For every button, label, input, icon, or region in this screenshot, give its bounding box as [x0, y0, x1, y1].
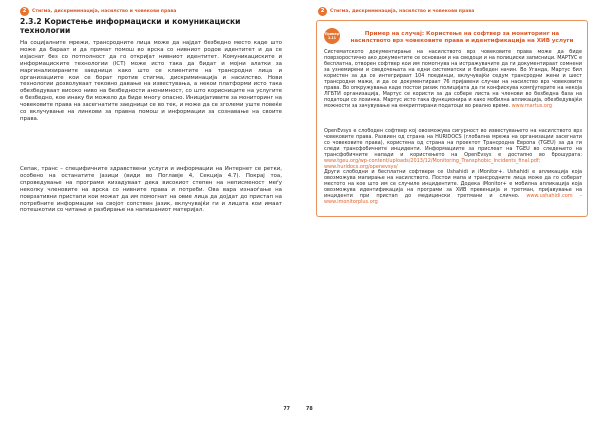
running-head: [20, 6, 176, 16]
case-paragraph-3-text: Други слободни и бесплатни софтвери се Ushahidi и iMonitor+. Ushahidi е апликација која овозможува мапирање на насилството. Постои мапа и трансродните лица може да го соберат местото на кое што им се случиле инцидентите. Додека iMonitor+ е мобилна апликација која овозможува идентификација на програми за ХИВ превенција и третман, пријавување на инциденти при пристап до медицински третмани и слично.: [324, 169, 582, 200]
case-paragraph-2: [324, 128, 582, 170]
tgeu-huridocs-link[interactable]: www.tgeu.org/wp-content/uploads/2013/12/Monitoring_Transphobic_Incidents_final.pdf; www.huridocs.org/openevsys/: [324, 158, 541, 171]
section-heading: 2.3.2 Користење информациски и комуникациски технологии: [20, 17, 241, 35]
page-number-left: 77: [283, 407, 290, 412]
case-paragraph-2-text: OpenEvsys е слободен софтвер кој овозможува сигурност во известувањето на насилството врз човековите права. Развиен од страна на HURIDOCS (глобална мрежа на организации засегнати со човековите права), користена од страна на проектот Трансродна Европа (TGEU) за да ги следи трансфобичните инциденти. Информациите за прислеат на TGEU во следењето на трансфобичните напади и користењето на OpenEvsys е достапно во брошурата:: [324, 128, 582, 159]
case-paragraph-1-text: Систематското документирање на насилството врз човековите права може да биде поврзоростично ако документите се основани и на сведоци и на полициски записници. МАРТУС е бесплатна, отворен софтвер кои им помогнува на истражувачите да ги документираат сомнени за узнемирени и сведочењата на едни систематски и безбеден начин. Во Уганда, Мартус бил користен за да се интегрираат 104 поединци, вклучувајќи седум трансродни жени и шест трансродни мажи, и да се документираат 76 пријавени случаи на насилство врз човековите права. Во опкружувањa каде постои ризик полицијата да ги конфискува компјутерите на некоја ЛГБТИ организација, Мартус се користи за да собере листа на членови во безбедна база на податоци со лозинка. Мартус исто така функционира и како мобилна апликација, обезбедувајќи можности за зачувување на енкриптирани податоци во реално време.: [324, 49, 582, 110]
running-head-right: [318, 6, 474, 16]
case-study-title: Пример на случај: Користење на софтвер за мониторинг на насилството врз човековите права и идентификација на ХИВ услуги: [350, 31, 574, 44]
martus-link[interactable]: www.martus.org: [511, 103, 553, 110]
case-paragraph-3: [324, 169, 582, 205]
case-study-box: [316, 20, 588, 217]
case-paragraph-1: [324, 49, 582, 109]
ushahidi-imonitor-link[interactable]: www.ushahidi.com – www.imonitorplus.org: [324, 193, 583, 206]
chapter-badge: 2: [20, 7, 29, 16]
chapter-badge-right: 2: [318, 7, 327, 16]
case-study-badge: Пример 2.11: [324, 28, 340, 44]
running-head-text: Стигма, дискриминација, насилство и човекови права: [32, 8, 177, 14]
running-head-text-right: Стигма, дискриминација, насилство и човекови права: [330, 8, 475, 14]
body-paragraph-1: На социјалните мрежи, трансродните лица може да најдат безбедно место каде што може да бараат и да примат помош во врска со нивниот родов идентитет и да се изјаснат без со потполност да го откријат нивниот идентитет. Комуникациските и информациските технологии (ICT) може исто така да бидат и мојни алатки за маргинализираните заедници како што се клиентите на трансродни лица и организациите кои се борат против стигма, дискриминација и насилство. Нови технологии дозволуваат тековно давање на известувања, а некои платформи исто така обезбедуваат високо ниво на безбедности анонимност, со што корисниците на услугите е безбедно, кое инаку би можело да биде многу опасно. Иницијативите за мониторинг на човековите права на засегнатите заедници се во тек, и може да се зголеми уште повеќе со вклучување на линкови за правна помош и информации за сознавање на своите права.: [20, 40, 282, 122]
right-page: [300, 0, 600, 424]
page-number-right: 78: [306, 407, 313, 412]
body-paragraph-2: Сепак, транс – специфичните здравствени услуги и информации на Интернет се ретки, особено на останатите јазици (види во Поглавје 4, Секција 4.7). Покрај тоа, спроведување на програми кизадуваат дека високиот степен на неписменост меѓу неколку членовите на врска со нивните права и потреби. Ова вара изнаоѓање на поврзативни пристапи кои можат да им помогнат на овие лица да дојдат до пристап на потребните информации на својот сопствен јазик, вклучувајќи ги и лицата кои имаат потешкотии со читање и разбирање на напишаниот материјал.: [20, 166, 282, 214]
